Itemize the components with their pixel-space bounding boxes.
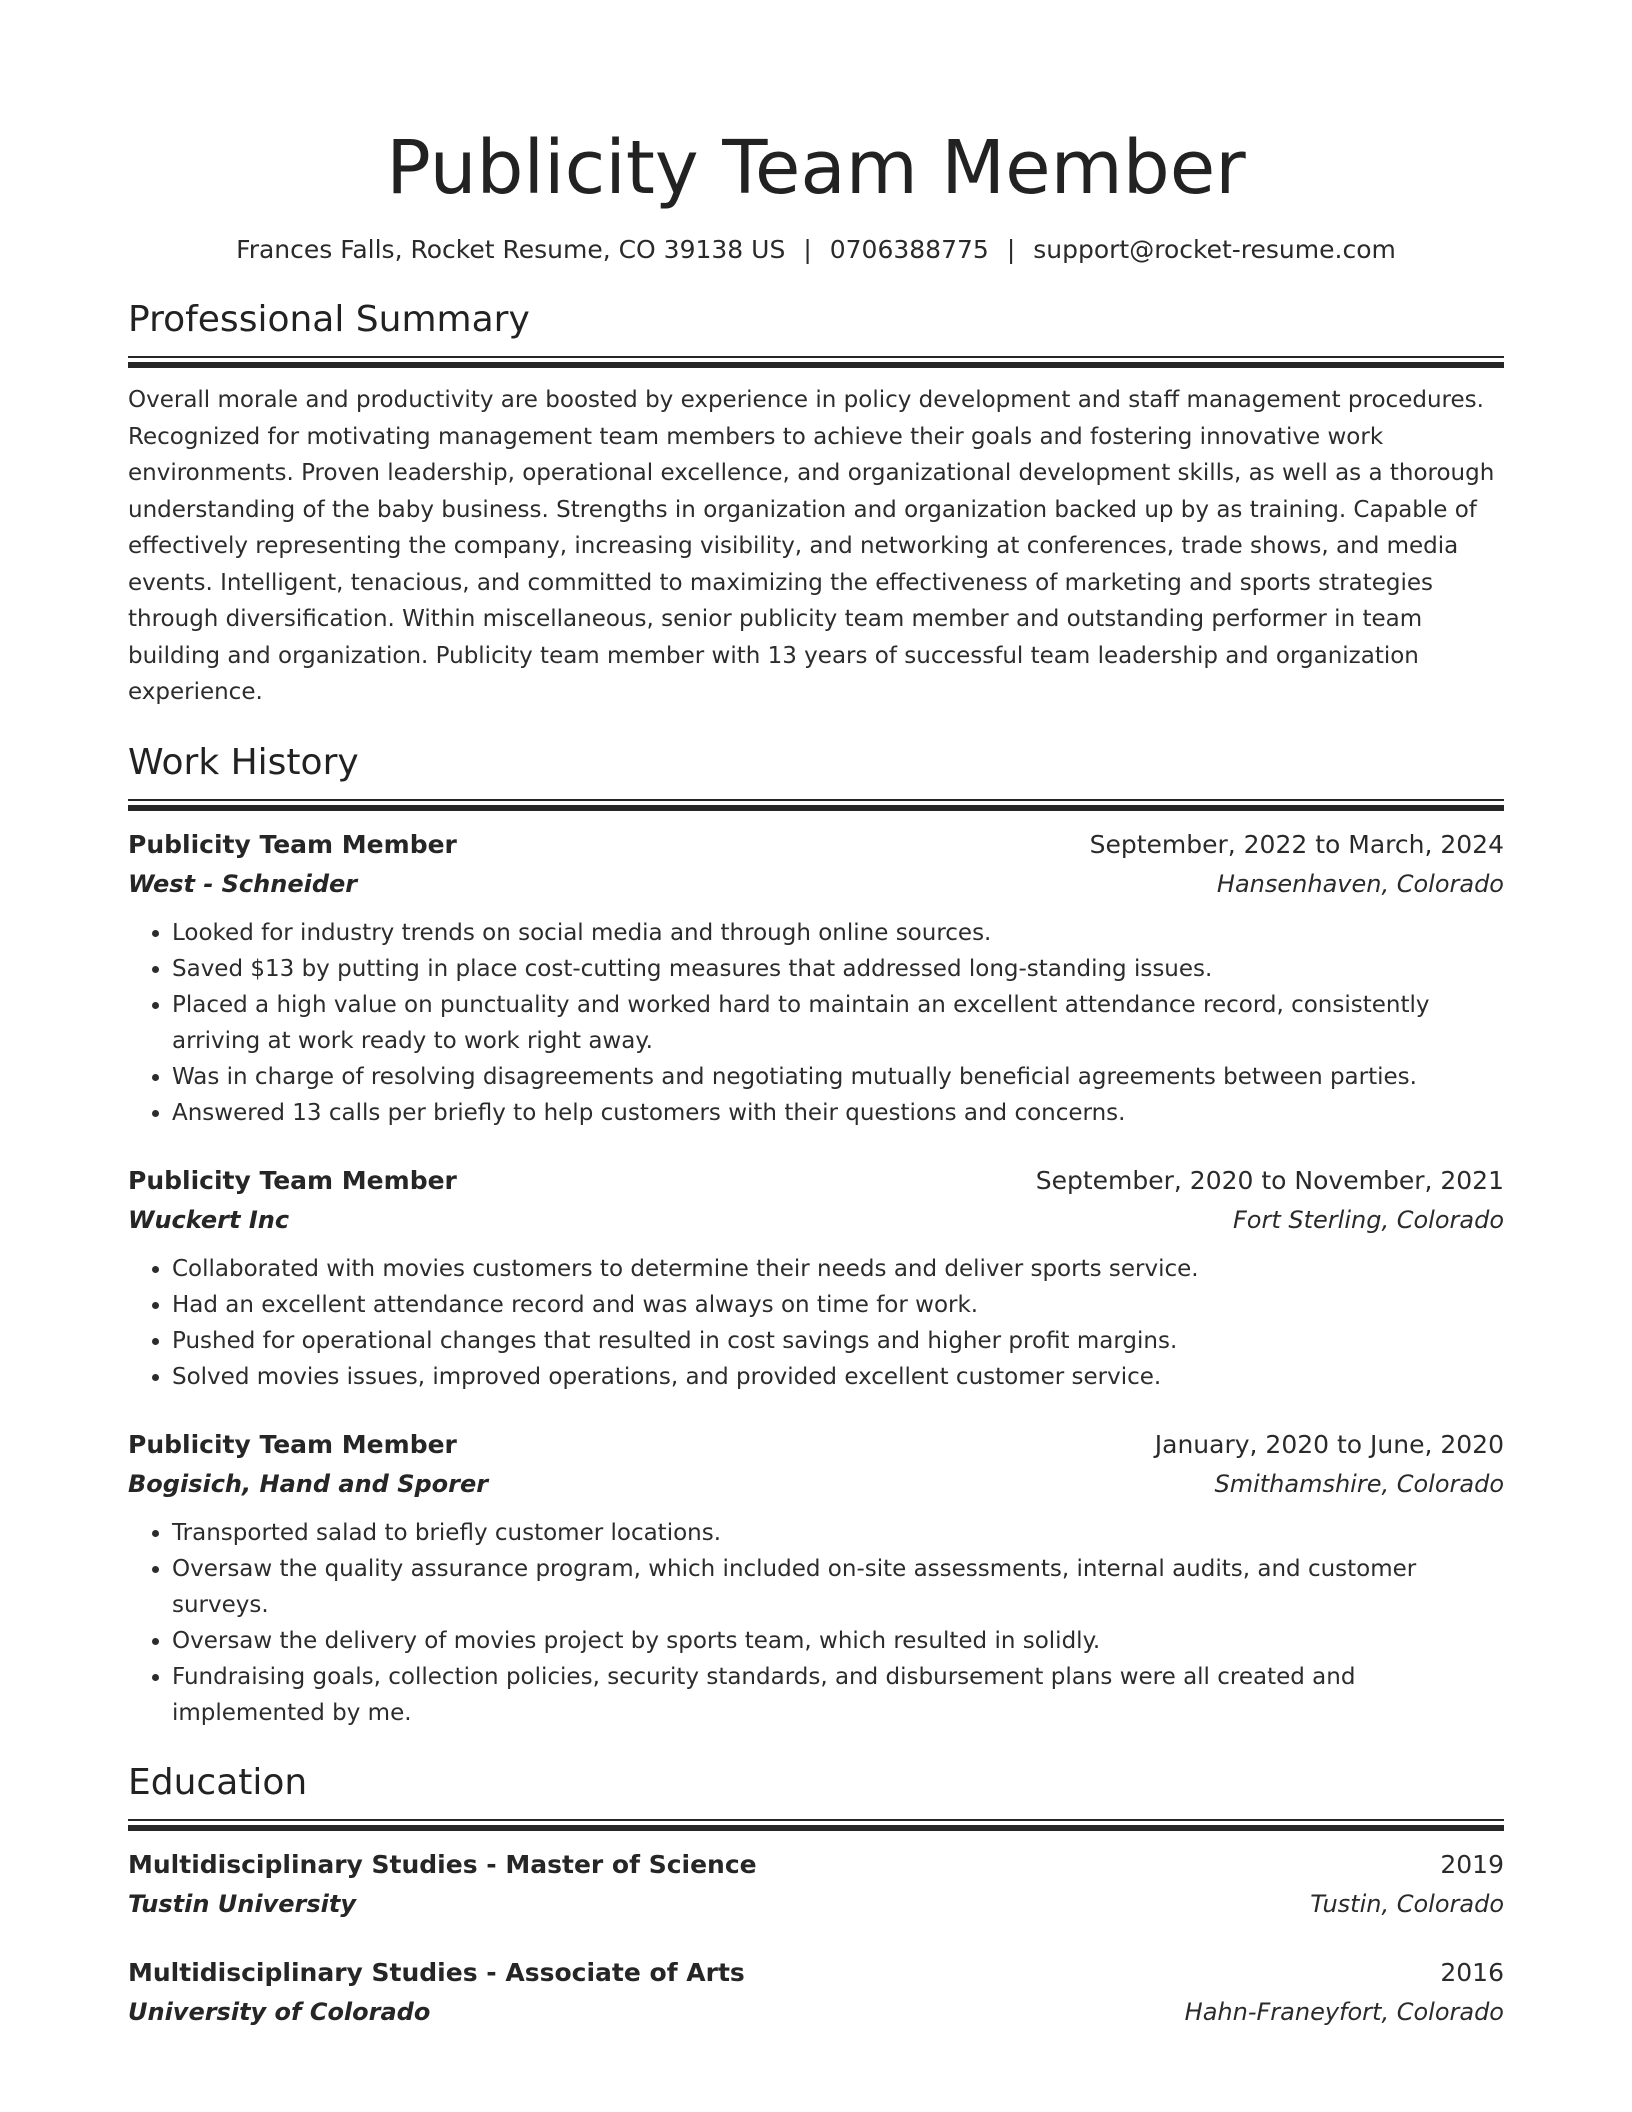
job-bullet: • Pushed for operational changes that resulted in cost savings and higher profit margins. xyxy=(172,1323,1504,1359)
job-bullet: • Oversaw the delivery of movies project by sports team, which resulted in solidly. xyxy=(172,1623,1504,1659)
section-title-work-history: Work History xyxy=(128,741,359,783)
job-dates: September, 2022 to March, 2024 xyxy=(1089,829,1504,859)
section-divider xyxy=(128,1819,1504,1831)
job-bullet: • Placed a high value on punctuality and worked hard to maintain an excellent attendance record, consistently arriving at work ready to work right away. xyxy=(172,987,1504,1059)
job-location: Hansenhaven, Colorado xyxy=(1216,869,1504,898)
job-company: Bogisich, Hand and Sporer xyxy=(128,1469,489,1498)
resume-page xyxy=(128,118,1504,2031)
job-title: Publicity Team Member xyxy=(128,1429,457,1459)
contact-phone: 0706388775 xyxy=(829,235,989,264)
job-bullets xyxy=(128,1251,1504,1395)
job-title: Publicity Team Member xyxy=(128,1165,457,1195)
job-location: Fort Sterling, Colorado xyxy=(1233,1205,1504,1234)
job-title: Publicity Team Member xyxy=(128,829,457,859)
education-school: University of Colorado xyxy=(128,1997,431,2026)
job-location: Smithamshire, Colorado xyxy=(1214,1469,1504,1498)
education-year: 2019 xyxy=(1440,1849,1504,1879)
education-degree: Multidisciplinary Studies - Associate of Arts xyxy=(128,1957,745,1987)
job-bullet: • Answered 13 calls per briefly to help customers with their questions and concerns. xyxy=(172,1095,1504,1131)
job-bullet: • Oversaw the quality assurance program, which included on-site assessments, internal audits, and customer surveys. xyxy=(172,1551,1504,1623)
education-section xyxy=(128,1759,1504,2031)
job-entry xyxy=(128,825,1504,1131)
job-bullet: • Was in charge of resolving disagreements and negotiating mutually beneficial agreements between parties. xyxy=(172,1059,1504,1095)
education-degree: Multidisciplinary Studies - Master of Science xyxy=(128,1849,757,1879)
education-location: Hahn-Franeyfort, Colorado xyxy=(1184,1997,1504,2026)
job-bullet: • Collaborated with movies customers to determine their needs and deliver sports service. xyxy=(172,1251,1504,1287)
job-dates: September, 2020 to November, 2021 xyxy=(1035,1165,1504,1195)
contact-address: Frances Falls, Rocket Resume, CO 39138 US xyxy=(236,235,786,264)
section-title-education: Education xyxy=(128,1761,308,1803)
job-bullet: • Transported salad to briefly customer locations. xyxy=(172,1515,1504,1551)
job-bullet: • Solved movies issues, improved operations, and provided excellent customer service. xyxy=(172,1359,1504,1395)
job-bullet: • Fundraising goals, collection policies, security standards, and disbursement plans were all created and implemented by me. xyxy=(172,1659,1504,1731)
job-company: West - Schneider xyxy=(128,869,358,898)
education-year: 2016 xyxy=(1440,1957,1504,1987)
contact-separator: | xyxy=(803,235,812,264)
job-dates: January, 2020 to June, 2020 xyxy=(1154,1429,1504,1459)
job-bullet: • Looked for industry trends on social media and through online sources. xyxy=(172,915,1504,951)
job-entry xyxy=(128,1425,1504,1731)
education-entry xyxy=(128,1845,1504,1923)
contact-email: support@rocket-resume.com xyxy=(1033,235,1396,264)
job-entry xyxy=(128,1161,1504,1395)
job-bullets xyxy=(128,1515,1504,1731)
resume-name: Publicity Team Member xyxy=(386,125,1246,211)
job-bullet: • Had an excellent attendance record and was always on time for work. xyxy=(172,1287,1504,1323)
section-divider xyxy=(128,356,1504,368)
summary-section xyxy=(128,296,1504,711)
education-school: Tustin University xyxy=(128,1889,356,1918)
summary-text: Overall morale and productivity are boosted by experience in policy development and staff management procedures. Recognized for motivating management team members to achieve their goals and fostering innovative work environments. Proven leadership, operational excellence, and organizational development skills, as well as a thorough understanding of the baby business. Strengths in organization and organization backed up by as training. Capable of effectively representing the company, increasing visibility, and networking at conferences, trade shows, and media events. Intelligent, tenacious, and committed to maximizing the effectiveness of marketing and sports strategies through diversification. Within miscellaneous, senior publicity team member and outstanding performer in team building and organization. Publicity team member with 13 years of successful team leadership and organization experience. xyxy=(128,387,1495,705)
section-divider xyxy=(128,799,1504,811)
education-entry xyxy=(128,1953,1504,2031)
section-title-summary: Professional Summary xyxy=(128,299,530,340)
job-bullets xyxy=(128,915,1504,1131)
education-location: Tustin, Colorado xyxy=(1310,1889,1504,1918)
job-company: Wuckert Inc xyxy=(128,1205,290,1234)
contact-line xyxy=(128,232,1504,268)
job-bullet: • Saved $13 by putting in place cost-cutting measures that addressed long-standing issues. xyxy=(172,951,1504,987)
work-history-section xyxy=(128,739,1504,1731)
contact-separator: | xyxy=(1006,235,1016,264)
